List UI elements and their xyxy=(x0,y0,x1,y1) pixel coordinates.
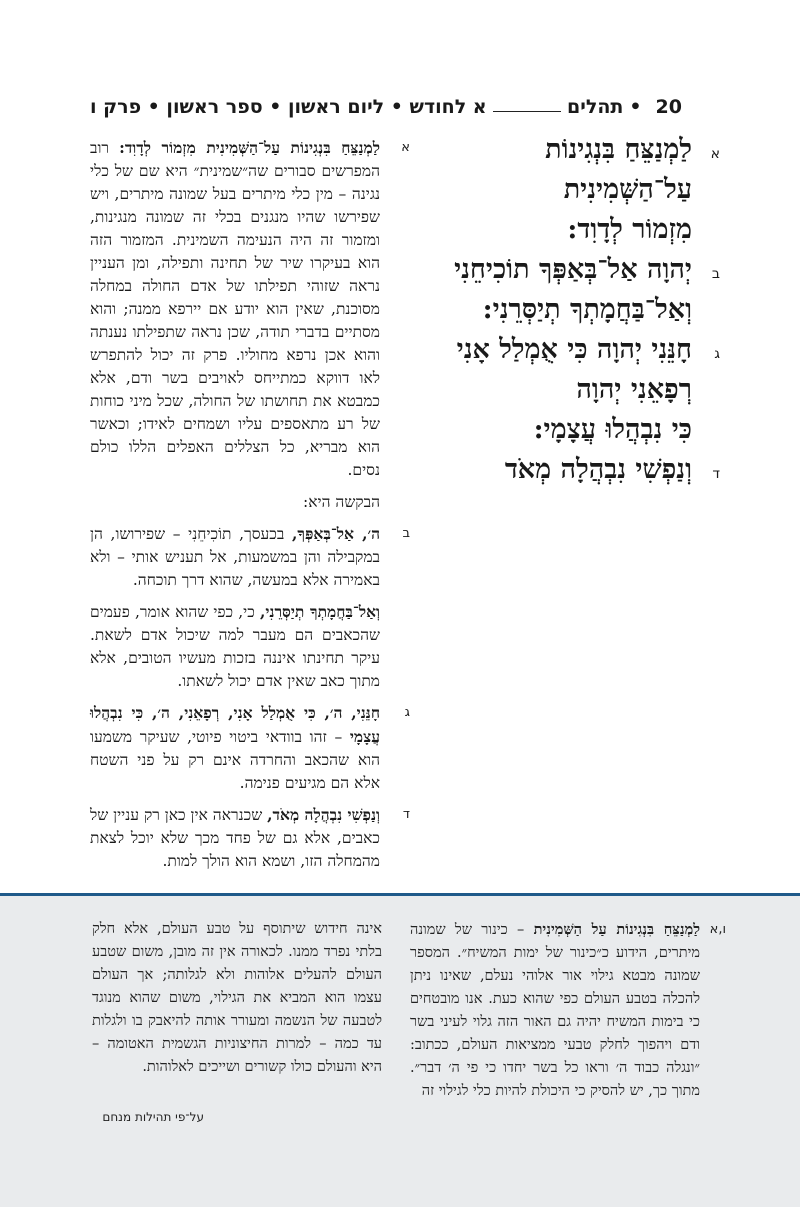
separator-dot: • xyxy=(629,96,642,118)
verse-line: כִּי נִבְהֲלוּ עֲצָמָי: xyxy=(533,414,692,445)
verse-1 xyxy=(392,130,720,250)
verse-line: וְנַפְשִׁי נִבְהֲלָה מְאֹד xyxy=(504,454,692,485)
verse-number: ג xyxy=(404,705,410,720)
verse-quote: חָנֵּנִי, ה׳, כִּי אֻמְלַל אָנִי, רְפָאֵנִי, ה׳, כִּי נִבְהֲלוּ עֲצָמָי xyxy=(90,703,380,746)
verse-line: חָנֵּנִי יְהוָה כִּי אֻמְלַל אָנִי xyxy=(456,334,692,365)
running-header xyxy=(90,84,682,118)
verse-2 xyxy=(392,250,720,330)
verse-4 xyxy=(392,450,720,490)
commentary-text: – זהו בוודאי ביטוי פיוטי, שעיקר משמעו הוא שהכאב והחרדה אינם רק על פני השטח אלא הם מגיעים פנימה. xyxy=(90,728,380,792)
verse-quote: לַמְנַצֵּחַ בִּנְגִינוֹת עַל־הַשְּׁמִינִית מִזְמוֹר לְדָוִד: xyxy=(119,138,380,157)
verse-number: ב xyxy=(711,266,720,282)
commentary-paragraph xyxy=(90,490,380,514)
book-title: תהלים xyxy=(567,96,624,118)
reading-schedule: א לחודש • ליום ראשון • ספר ראשון • פרק ו xyxy=(90,96,487,118)
commentary-column xyxy=(89,136,410,881)
verse-line: רְפָאֵנִי יְהוָה xyxy=(576,374,692,405)
verse-number: ד xyxy=(712,466,720,482)
verse-line: לַמְנַצֵּחַ בִּנְגִינוֹת xyxy=(545,134,692,165)
insight-lead: לַמְנַצֵּחַ בִּנְגִינוֹת עַל הַשְּׁמִינִית xyxy=(533,921,700,938)
insight-text: אינה חידוש שיתוסף על טבע העולם, אלא חלק בלתי נפרד ממנו. לכאורה אין זה מובן, משום שטבע העולם להעלים אלוהות ולא לגלותה; אך העולם עצמו הוא המביא את הגילוי, משום שהוא מנוגד לטבעה של הנשמה ומעורר אותה להיאבק בו ולגלות עד כמה – למרות החיצוניות הגשמית האטומה – היא והעולם כולו קשורים ושייכים לאלוהות. xyxy=(92,921,382,1075)
commentary-paragraph xyxy=(90,600,380,693)
verse-number: א xyxy=(710,146,720,162)
verse-quote: וְאַל־בַּחֲמָתְךָ תְיַסְּרֵנִי, xyxy=(259,602,380,621)
verse-line: וְאַל־בַּחֲמָתְךָ תְיַסְּרֵנִי: xyxy=(482,294,692,325)
header-rule xyxy=(493,111,561,112)
commentary-paragraph xyxy=(90,701,410,795)
verse-quote: וְנַפְשִׁי נִבְהֲלָה מְאֹד, xyxy=(267,805,380,824)
verse-number: א xyxy=(401,140,410,155)
commentary-text: רוב המפרשים סבורים שה״שמינית״ היא שם של כלי נגינה – מין כלי מיתרים בעל שמונה מיתרים, ויש שפירשו שהיו מנגנים בכלי זה שמונה מנגינות, ומזמור זה היה הנעימה השמינית. המזמור הזה הוא בעיקרו שיר של תחינה ותפילה, ומן העניין נראה שזוהי תפילתו של אדם החולה במחלה מסוכנת, שאין הוא יודע אם יירפא ממנה; והוא מסתיים בדברי תודה, שכן נראה שתפילתו נענתה והוא אכן נרפא מחוליו. פרק זה יכול להתפרש לאו דווקא כמתייחס לאויבים בשר ודם, אלא כמבטא את תחושתו של החולה, שכל מיני כוחות של רע מתאספים עליו ושמחים לאידו; וכאשר הוא מבריא, כל הצללים האפלים הללו כולם נסים. xyxy=(90,139,380,479)
commentary-paragraph xyxy=(89,803,410,873)
verse-reference: ו,א xyxy=(709,922,726,937)
page-number: 20 xyxy=(655,96,682,118)
psalm-verses xyxy=(392,130,720,490)
verse-number: ג xyxy=(714,346,720,362)
verse-number: ב xyxy=(402,526,410,541)
insight-column-left xyxy=(92,918,382,1079)
commentary-text: שכנראה אין כאן רק עניין של כאבים, אלא גם של פחד מכך שלא יוכל לצאת מהמחלה הזו, ושמא הוא הולך למות. xyxy=(89,806,380,870)
commentary-text: בכעסך, תוֹכִיחֵנִי – שפירושו, הן במקבילה והן במשמעות, אל תעניש אותי – ולא באמירה אלא במעשה, שהוא דרך תוכחה. xyxy=(90,525,380,589)
commentary-text: הבקשה היא: xyxy=(302,493,380,511)
insight-text: – כינור של שמונה מיתרים, הידוע כ״כינור של ימות המשיח״. המספר שמונה מבטא גילוי אור אלוהי נעלם, שאינו ניתן להכלה בטבע העולם כפי שהוא כעת. אנו מובטחים כי בימות המשיח יהיה גם האור הזה גלוי לעיני בשר ודם ויהפוך לחלק טבעי ממציאות העולם, ככתוב: ״ונגלה כבוד ה׳ וראו כל בשר יחדו כי פי ה׳ דבר״. מתוך כך, יש להסיק כי היכולת להיות כלי לגילוי זה xyxy=(410,922,700,1099)
insight-column-right xyxy=(410,918,726,1103)
verse-3 xyxy=(392,330,720,450)
verse-line: יְהוָה אַל־בְּאַפְּךָ תוֹכִיחֵנִי xyxy=(454,254,692,285)
commentary-text: כי, כפי שהוא אומר, פעמים שהכאבים הם מעבר למה שיכול אדם לשאת. עיקר תחינתו איננה בזכות מעשיו הטובים, אלא מתוך כאב שאין אדם יכול לשאתו. xyxy=(90,603,380,690)
commentary-paragraph xyxy=(90,522,410,592)
commentary-paragraph xyxy=(90,136,410,482)
verse-number: ד xyxy=(402,807,410,822)
verse-line: מִזְמוֹר לְדָוִד: xyxy=(567,214,692,245)
source-credit: על־פי תהילות מנחם xyxy=(102,1110,204,1124)
verse-line: עַל־הַשְּׁמִינִית xyxy=(563,174,692,205)
verse-quote: ה׳, אַל־בְּאַפְּךָ, xyxy=(291,524,380,543)
